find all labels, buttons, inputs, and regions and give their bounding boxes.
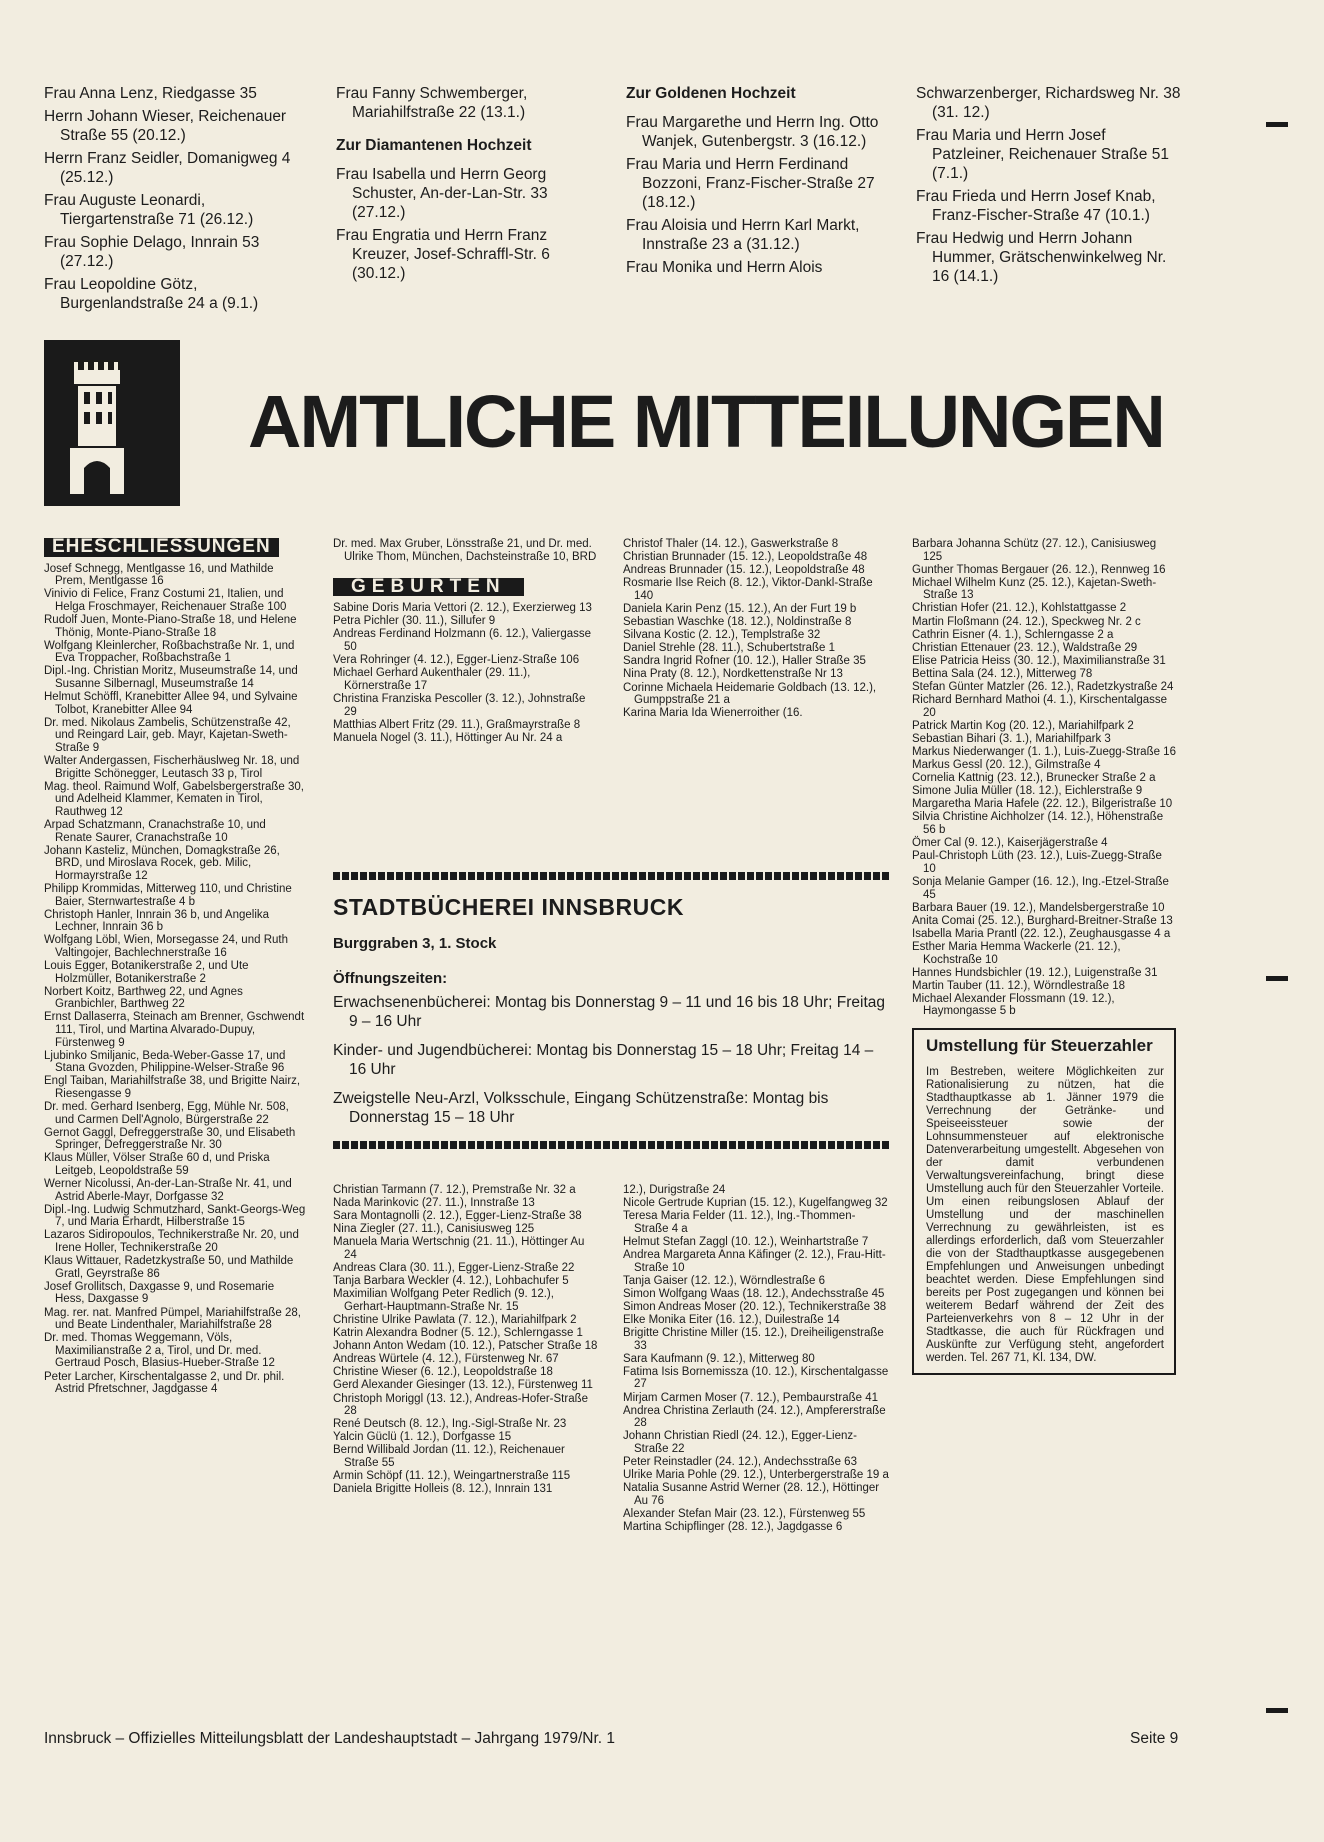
marriage-entry: Dr. med. Max Gruber, Lönsstraße 21, und Dr. med. Ulrike Thom, München, Dachsteinstraße 10, BRD xyxy=(333,538,597,563)
birth-entry: Nicole Gertrude Kuprian (15. 12.), Kugelfangweg 32 xyxy=(623,1197,888,1210)
footer-publication: Innsbruck – Offizielles Mitteilungsblatt der Landeshauptstadt – Jahrgang 1979/Nr. 1 xyxy=(44,1730,615,1747)
birth-entry: Sandra Ingrid Rofner (10. 12.), Haller Straße 35 xyxy=(623,655,866,668)
birth-entry: Barbara Bauer (19. 12.), Mandelsbergerstraße 10 xyxy=(912,901,1165,914)
birth-entry: Daniel Strehle (28. 11.), Schubertstraße 1 xyxy=(623,642,836,655)
marriage-entry: Vinivio di Felice, Franz Costumi 21, Italien, und Helga Froschmayer, Reichenauer Straße 100 xyxy=(44,588,287,613)
anniversary-entry: Frau Maria und Herrn Ferdinand Bozzoni, Franz-Fischer-Straße 27 (18.12.) xyxy=(626,156,875,211)
birth-entry: Ulrike Maria Pohle (29. 12.), Unterbergerstraße 19 a xyxy=(623,1469,889,1482)
birth-entry: Christian Ettenauer (23. 12.), Waldstraße 29 xyxy=(912,641,1138,654)
birth-entry: Ömer Cal (9. 12.), Kaiserjägerstraße 4 xyxy=(912,837,1108,850)
birth-entry: Anita Comai (25. 12.), Burghard-Breitner-Straße 13 xyxy=(912,914,1173,927)
birth-entry: Simon Wolfgang Waas (18. 12.), Andechsstraße 45 xyxy=(623,1287,885,1300)
golden-wedding-heading: Zur Goldenen Hochzeit xyxy=(626,85,796,102)
diamond-wedding-heading: Zur Diamantenen Hochzeit xyxy=(336,137,532,154)
birth-entry: Barbara Johanna Schütz (27. 12.), Canisiusweg 125 xyxy=(912,538,1157,563)
birth-entry: Elise Patricia Heiss (30. 12.), Maximilianstraße 31 xyxy=(912,654,1166,667)
birth-entry: Maximilian Wolfgang Peter Redlich (9. 12.), Gerhart-Hauptmann-Straße Nr. 15 xyxy=(333,1288,554,1313)
margin-mark xyxy=(1266,122,1288,127)
births-column-3 xyxy=(333,1184,599,1496)
birth-entry: Stefan Günter Matzler (26. 12.), Radetzkystraße 24 xyxy=(912,681,1174,694)
birth-entry: Daniela Brigitte Holleis (8. 12.), Innrain 131 xyxy=(333,1483,553,1496)
marriage-entry: Louis Egger, Botanikerstraße 2, und Ute Holzmüller, Botanikerstraße 2 xyxy=(44,960,249,985)
marriage-entry: Mag. theol. Raimund Wolf, Gabelsbergerstraße 30, und Adelheid Klammer, Kematen in Tirol, Rauthweg 12 xyxy=(44,780,304,818)
birth-entry: Richard Bernhard Mathoi (4. 1.), Kirschentalgasse 20 xyxy=(912,694,1168,719)
library-address: Burggraben 3, 1. Stock xyxy=(333,935,497,952)
anniversary-entry: Frau Hedwig und Herrn Johann Hummer, Grätschenwinkelweg Nr. 16 (14.1.) xyxy=(916,230,1167,285)
marriage-entry: Wolfgang Löbl, Wien, Morsegasse 24, und Ruth Valtingojer, Bachlechnerstraße 16 xyxy=(44,934,288,959)
birth-entry: Hannes Hundsbichler (19. 12.), Luigenstraße 31 xyxy=(912,966,1158,979)
birth-entry: Fatima Isis Bornemissza (10. 12.), Kirschentalgasse 27 xyxy=(623,1365,889,1391)
birth-entry: Tanja Gaiser (12. 12.), Wörndlestraße 6 xyxy=(623,1274,825,1287)
marriage-entry: Ernst Dallaserra, Steinach am Brenner, Gschwendt 111, Tirol, und Martina Alvarado-Dupuy, Fürstenweg 9 xyxy=(44,1011,305,1049)
tax-notice-text: Im Bestreben, weitere Möglichkeiten zur Rationalisierung zu nützen, hat die Stadthauptkasse ab 1. Jänner 1979 die Verrechnung der Getränke- und Speiseeissteuer sowie der Lohnsummensteuer auf elektronische Datenverarbeitung umgestellt. Abgesehen von der damit verbundenen Verwaltungsvereinfachung, bringt diese Umstellung auch für den Steuerzahler Vorteile. Um einen reibungslosen Ablauf der Umstellung und der maschinellen Verrechnung zu gewährleisten, ist es allerdings erforderlich, daß vom Steuerzahler die von der Stadthauptkasse ausgegebenen Empfehlungen und Anweisungen unbedingt beachtet werden. Diese Empfehlungen sind bereits per Post zugegangen und können bei weiterem Bedarf während der Zeit des Parteienverkehrs von 8 – 12 Uhr in der Stadtkasse, die auch für Rückfragen und Auskünfte zur Verfügung steht, angefordert werden. Tel. 267 71, Kl. 134, DW. xyxy=(926,1065,1164,1364)
anniversary-entry: Frau Frieda und Herrn Josef Knab, Franz-Fischer-Straße 47 (10.1.) xyxy=(916,188,1156,224)
birth-entry: Gerd Alexander Giesinger (13. 12.), Fürstenweg 11 xyxy=(333,1379,593,1392)
birth-entry: Johann Anton Wedam (10. 12.), Patscher Straße 18 xyxy=(333,1340,598,1353)
marriage-entry: Josef Grollitsch, Daxgasse 9, und Rosemarie Hess, Daxgasse 9 xyxy=(44,1280,275,1306)
birth-entry: Martin Floßmann (24. 12.), Speckweg Nr. 2 c xyxy=(912,615,1141,628)
marriage-entry: Dipl.-Ing. Christian Moritz, Museumstraße 14, und Susanne Silbernagl, Museumstraße 14 xyxy=(44,665,298,690)
birth-entry: Karina Maria Ida Wienerroither (16. xyxy=(623,707,803,720)
birth-entry: Johann Christian Riedl (24. 12.), Egger-Lienz-Straße 22 xyxy=(623,1430,857,1455)
marriage-entry: Dr. med. Gerhard Isenberg, Egg, Mühle Nr. 508, und Carmen Dell'Agnolo, Bürgerstraße 22 xyxy=(44,1101,289,1126)
top-column-2 xyxy=(336,84,601,287)
city-tower-logo-icon xyxy=(44,340,180,506)
birth-entry: Matthias Albert Fritz (29. 11.), Graßmayrstraße 8 xyxy=(333,718,581,731)
birth-entry: Katrin Alexandra Bodner (5. 12.), Schlerngasse 1 xyxy=(333,1327,583,1340)
marriage-entry: Peter Larcher, Kirschentalgasse 2, und Dr. phil. Astrid Pfretschner, Jagdgasse 4 xyxy=(44,1370,285,1396)
birth-entry: Patrick Martin Kog (20. 12.), Mariahilfpark 2 xyxy=(912,719,1134,732)
births-column-1 xyxy=(333,538,598,745)
birth-entry: Paul-Christoph Lüth (23. 12.), Luis-Zuegg-Straße 10 xyxy=(912,850,1162,875)
birth-entry: Nina Praty (8. 12.), Nordkettenstraße Nr 13 xyxy=(623,668,843,681)
birth-entry: Simon Andreas Moser (20. 12.), Technikerstraße 38 xyxy=(623,1300,887,1313)
margin-mark xyxy=(1266,1708,1288,1713)
birth-entry: Nina Ziegler (27. 11.), Canisiusweg 125 xyxy=(333,1223,535,1236)
birth-entry: Michael Gerhard Aukenthaler (29. 11.), Körnerstraße 17 xyxy=(333,667,531,692)
birth-entry: Sara Kaufmann (9. 12.), Mitterweg 80 xyxy=(623,1352,815,1365)
birth-entry: Christina Franziska Pescoller (3. 12.), Johnstraße 29 xyxy=(333,692,586,718)
birth-entry: Bettina Sala (24. 12.), Mitterweg 78 xyxy=(912,667,1093,680)
birth-entry: Christian Brunnader (15. 12.), Leopoldstraße 48 xyxy=(623,551,868,564)
birth-entry: Christof Thaler (14. 12.), Gaswerkstraße 8 xyxy=(623,538,839,550)
anniversary-entry: Frau Leopoldine Götz, Burgenlandstraße 24 a (9.1.) xyxy=(44,276,259,312)
births-column-5 xyxy=(912,538,1176,1375)
marriage-entry: Klaus Wittauer, Radetzkystraße 50, und Mathilde Gratl, Geyrstraße 86 xyxy=(44,1255,294,1280)
marriages-banner: EHESCHLIESSUNGEN xyxy=(44,538,279,557)
birth-entry: Sabine Doris Maria Vettori (2. 12.), Exerzierweg 13 xyxy=(333,602,592,615)
anniversary-entry: Frau Isabella und Herrn Georg Schuster, An-der-Lan-Str. 33 (27.12.) xyxy=(336,166,548,221)
birth-entry: Petra Pichler (30. 11.), Sillufer 9 xyxy=(333,615,496,628)
marriage-entry: Wolfgang Kleinlercher, Roßbachstraße Nr. 1, und Eva Troppacher, Roßbachstraße 1 xyxy=(44,639,295,665)
birth-entry: Sebastian Bihari (3. 1.), Mariahilfpark 3 xyxy=(912,732,1111,745)
birth-entry: Esther Maria Hemma Wackerle (21. 12.), Kochstraße 10 xyxy=(912,940,1121,966)
birth-entry: Andrea Christina Zerlauth (24. 12.), Ampfererstraße 28 xyxy=(623,1404,886,1430)
birth-entry: Isabella Maria Prantl (22. 12.), Zeughausgasse 4 a xyxy=(912,927,1171,940)
top-entry: Frau Fanny Schwemberger, Mariahilfstraße 22 (13.1.) xyxy=(336,85,528,121)
birth-entry: Bernd Willibald Jordan (11. 12.), Reichenauer Straße 55 xyxy=(333,1444,565,1469)
birth-entry: Cornelia Kattnig (23. 12.), Brunecker Straße 2 a xyxy=(912,772,1156,785)
birth-entry: Martina Schipflinger (28. 12.), Jagdgasse 6 xyxy=(623,1520,843,1533)
birth-entry: Markus Gessl (20. 12.), Gilmstraße 4 xyxy=(912,759,1101,772)
top-column-3 xyxy=(626,84,891,281)
births-banner: GEBURTEN xyxy=(333,578,524,597)
tax-notice-title: Umstellung für Steuerzahler xyxy=(926,1035,1153,1055)
anniversary-entry: Herrn Johann Wieser, Reichenauer Straße 55 (20.12.) xyxy=(44,108,287,144)
birth-entry: Martin Tauber (11. 12.), Wörndlestraße 18 xyxy=(912,979,1126,992)
page-title: AMTLICHE MITTEILUNGEN xyxy=(248,380,1164,463)
birth-entry: Michael Wilhelm Kunz (25. 12.), Kajetan-Sweth-Straße 13 xyxy=(912,576,1157,602)
birth-entry: Christine Wieser (6. 12.), Leopoldstraße 18 xyxy=(333,1366,553,1379)
birth-entry: Sonja Melanie Gamper (16. 12.), Ing.-Etzel-Straße 45 xyxy=(912,875,1169,901)
births-column-4 xyxy=(623,1184,889,1534)
marriage-entry: Philipp Krommidas, Mitterweg 110, und Christine Baier, Sternwartestraße 4 b xyxy=(44,882,292,908)
marriage-entry: Dr. med. Nikolaus Zambelis, Schützenstraße 42, und Reingard Lair, geb. Mayr, Kajetan-Sweth-Straße 9 xyxy=(44,716,291,754)
birth-entry: Natalia Susanne Astrid Werner (28. 12.), Höttinger Au 76 xyxy=(623,1482,880,1507)
top-column-1 xyxy=(44,84,309,317)
anniversary-entry: Herrn Franz Seidler, Domanigweg 4 (25.12.) xyxy=(44,150,291,186)
birth-entry: Rosmarie Ilse Reich (8. 12.), Viktor-Dankl-Straße 140 xyxy=(623,577,873,602)
marriage-entry: Klaus Müller, Völser Straße 60 d, und Priska Leitgeb, Leopoldstraße 59 xyxy=(44,1152,270,1177)
birth-entry: Simone Julia Müller (18. 12.), Eichlerstraße 9 xyxy=(912,785,1143,798)
marriage-entry: Johann Kasteliz, München, Domagkstraße 26, BRD, und Miroslava Rocek, geb. Milic, Hormayrstraße 12 xyxy=(44,844,280,882)
birth-entry: Christoph Moriggl (13. 12.), Andreas-Hofer-Straße 28 xyxy=(333,1392,589,1418)
birth-entry: Brigitte Christine Miller (15. 12.), Dreiheiligenstraße 33 xyxy=(623,1327,884,1352)
top-column-4 xyxy=(916,84,1181,290)
marriages-column xyxy=(44,538,306,1396)
marriage-entry: Rudolf Juen, Monte-Piano-Straße 18, und Helene Thönig, Monte-Piano-Straße 18 xyxy=(44,613,297,639)
birth-entry: Tanja Barbara Weckler (4. 12.), Lohbachufer 5 xyxy=(333,1275,569,1288)
birth-entry: Manuela Maria Wertschnig (21. 11.), Höttinger Au 24 xyxy=(333,1236,585,1261)
birth-entry: Mirjam Carmen Moser (7. 12.), Pembaurstraße 41 xyxy=(623,1391,878,1404)
birth-entry: Gunther Thomas Bergauer (26. 12.), Rennweg 16 xyxy=(912,563,1166,576)
marriage-entry: Helmut Schöffl, Kranebitter Allee 94, und Sylvaine Tolbot, Kranebitter Allee 94 xyxy=(44,691,298,716)
anniversary-entry: Frau Aloisia und Herrn Karl Markt, Innstraße 23 a (31.12.) xyxy=(626,217,860,253)
birth-entry: Andreas Würtele (4. 12.), Fürstenweg Nr. 67 xyxy=(333,1353,559,1366)
anniversary-entry: Frau Auguste Leonardi, Tiergartenstraße 71 (26.12.) xyxy=(44,192,254,228)
birth-entry: Sara Montagnolli (2. 12.), Egger-Lienz-Straße 38 xyxy=(333,1210,582,1223)
marriage-entry: Lazaros Sidiropoulos, Technikerstraße Nr. 20, und Irene Holler, Technikerstraße 20 xyxy=(44,1229,299,1255)
anniversary-entry: Frau Maria und Herrn Josef Patzleiner, Reichenauer Straße 51 (7.1.) xyxy=(916,127,1169,182)
divider xyxy=(333,1141,889,1149)
page-number: Seite 9 xyxy=(1130,1730,1179,1747)
marriage-entry: Gernot Gaggl, Defreggerstraße 30, und Elisabeth Springer, Defreggerstraße Nr. 30 xyxy=(44,1126,296,1152)
birth-entry: Markus Niederwanger (1. 1.), Luis-Zuegg-Straße 16 xyxy=(912,746,1176,758)
birth-entry: Andreas Brunnader (15. 12.), Leopoldstraße 48 xyxy=(623,564,865,577)
margin-mark xyxy=(1266,976,1288,981)
marriage-entry: Engl Taiban, Mariahilfstraße 38, und Brigitte Nairz, Riesengasse 9 xyxy=(44,1075,301,1100)
marriage-entry: Josef Schnegg, Mentlgasse 16, und Mathilde Prem, Mentlgasse 16 xyxy=(44,562,274,588)
anniversary-entry: Schwarzenberger, Richardsweg Nr. 38 (31. 12.) xyxy=(916,85,1181,121)
divider xyxy=(333,872,889,880)
opening-hours-line: Erwachsenenbücherei: Montag bis Donnerstag 9 – 11 und 16 bis 18 Uhr; Freitag 9 – 16 Uhr xyxy=(333,994,886,1030)
birth-entry: Peter Reinstadler (24. 12.), Andechsstraße 63 xyxy=(623,1455,857,1468)
birth-entry: Silvana Kostic (2. 12.), Templstraße 32 xyxy=(623,629,821,642)
birth-entry: Christian Hofer (21. 12.), Kohlstattgasse 2 xyxy=(912,602,1127,615)
birth-entry: Vera Rohringer (4. 12.), Egger-Lienz-Straße 106 xyxy=(333,654,580,667)
births-column-2 xyxy=(623,538,889,720)
library-section xyxy=(333,862,889,1163)
anniversary-entry: Frau Monika und Herrn Alois xyxy=(626,259,823,276)
marriage-entry: Mag. rer. nat. Manfred Pümpel, Mariahilfstraße 28, und Beate Lindenthaler, Mariahilfstraße 28 xyxy=(44,1306,301,1332)
birth-entry: Silvia Christine Aichholzer (14. 12.), Höhenstraße 56 b xyxy=(912,811,1164,837)
marriage-entry: Dr. med. Thomas Weggemann, Völs, Maximilianstraße 2 a, Tirol, und Dr. med. Gertraud Posch, Blasius-Hueber-Straße 12 xyxy=(44,1332,275,1370)
birth-entry: Andreas Ferdinand Holzmann (6. 12.), Valiergasse 50 xyxy=(333,628,592,654)
anniversary-entry: Frau Anna Lenz, Riedgasse 35 xyxy=(44,85,257,102)
birth-entry: Corinne Michaela Heidemarie Goldbach (13. 12.), Gumppstraße 21 a xyxy=(623,681,877,707)
anniversary-entry: Frau Margarethe und Herrn Ing. Otto Wanjek, Gutenbergstr. 3 (16.12.) xyxy=(626,114,879,150)
birth-entry: Christine Ulrike Pawlata (7. 12.), Mariahilfpark 2 xyxy=(333,1313,577,1326)
birth-entry: Michael Alexander Flossmann (19. 12.), Haymongasse 5 b xyxy=(912,992,1115,1018)
birth-entry: Elke Monika Eiter (16. 12.), Duilestraße 14 xyxy=(623,1313,840,1326)
birth-entry: Armin Schöpf (11. 12.), Weingartnerstraße 115 xyxy=(333,1470,571,1483)
birth-entry: Daniela Karin Penz (15. 12.), An der Furt 19 b xyxy=(623,602,857,615)
birth-entry: Andreas Clara (30. 11.), Egger-Lienz-Straße 22 xyxy=(333,1262,575,1275)
marriage-entry: Norbert Koitz, Barthweg 22, und Agnes Granbichler, Barthweg 22 xyxy=(44,985,243,1011)
tax-notice-box xyxy=(912,1028,1176,1375)
birth-entry: Nada Marinkovic (27. 11.), Innstraße 13 xyxy=(333,1197,535,1210)
marriage-entry: Walter Andergassen, Fischerhäuslweg Nr. 18, und Brigitte Schönegger, Leutasch 33 p, Tirol xyxy=(44,755,300,780)
anniversary-entry: Frau Sophie Delago, Innrain 53 (27.12.) xyxy=(44,234,260,270)
birth-entry: Cathrin Eisner (4. 1.), Schlerngasse 2 a xyxy=(912,628,1114,641)
opening-hours-line: Zweigstelle Neu-Arzl, Volksschule, Eingang Schützenstraße: Montag bis Donnerstag 15 – 18 Uhr xyxy=(333,1090,829,1126)
birth-entry: René Deutsch (8. 12.), Ing.-Sigl-Straße Nr. 23 xyxy=(333,1418,567,1431)
marriage-entry: Dipl.-Ing. Ludwig Schmutzhard, Sankt-Georgs-Weg 7, und Maria Erhardt, Hilberstraße 15 xyxy=(44,1203,306,1229)
birth-entry: Manuela Nogel (3. 11.), Höttinger Au Nr. 24 a xyxy=(333,731,563,744)
opening-hours-line: Kinder- und Jugendbücherei: Montag bis Donnerstag 15 – 18 Uhr; Freitag 14 – 16 Uhr xyxy=(333,1042,874,1078)
birth-entry: Helmut Stefan Zaggl (10. 12.), Weinhartstraße 7 xyxy=(623,1235,869,1248)
birth-entry: Alexander Stefan Mair (23. 12.), Fürstenweg 55 xyxy=(623,1507,866,1520)
marriage-entry: Arpad Schatzmann, Cranachstraße 10, und Renate Saurer, Cranachstraße 10 xyxy=(44,818,266,844)
birth-entry: 12.), Durigstraße 24 xyxy=(623,1184,726,1196)
birth-entry: Sebastian Waschke (18. 12.), Noldinstraße 8 xyxy=(623,616,852,629)
birth-entry: Andrea Margareta Anna Käfinger (2. 12.), Frau-Hitt-Straße 10 xyxy=(623,1248,886,1274)
opening-hours-heading: Öffnungszeiten: xyxy=(333,970,448,987)
marriage-entry: Werner Nicolussi, An-der-Lan-Straße Nr. 41, und Astrid Aberle-Mayr, Dorfgasse 32 xyxy=(44,1178,292,1203)
birth-entry: Yalcin Güclü (1. 12.), Dorfgasse 15 xyxy=(333,1431,512,1444)
birth-entry: Christian Tarmann (7. 12.), Premstraße Nr. 32 a xyxy=(333,1184,576,1196)
masthead-block xyxy=(44,340,1174,508)
library-title: STADTBÜCHEREI INNSBRUCK xyxy=(333,894,684,920)
birth-entry: Teresa Maria Felder (11. 12.), Ing.-Thommen-Straße 4 a xyxy=(623,1210,856,1235)
marriage-entry: Ljubinko Smiljanic, Beda-Weber-Gasse 17, und Stana Gvozden, Philippine-Welser-Straße 96 xyxy=(44,1049,286,1075)
birth-entry: Margaretha Maria Hafele (22. 12.), Bilgeristraße 10 xyxy=(912,798,1173,811)
anniversary-entry: Frau Engratia und Herrn Franz Kreuzer, Josef-Schraffl-Str. 6 (30.12.) xyxy=(336,227,550,282)
marriage-entry: Christoph Hanler, Innrain 36 b, und Angelika Lechner, Innrain 36 b xyxy=(44,908,270,934)
